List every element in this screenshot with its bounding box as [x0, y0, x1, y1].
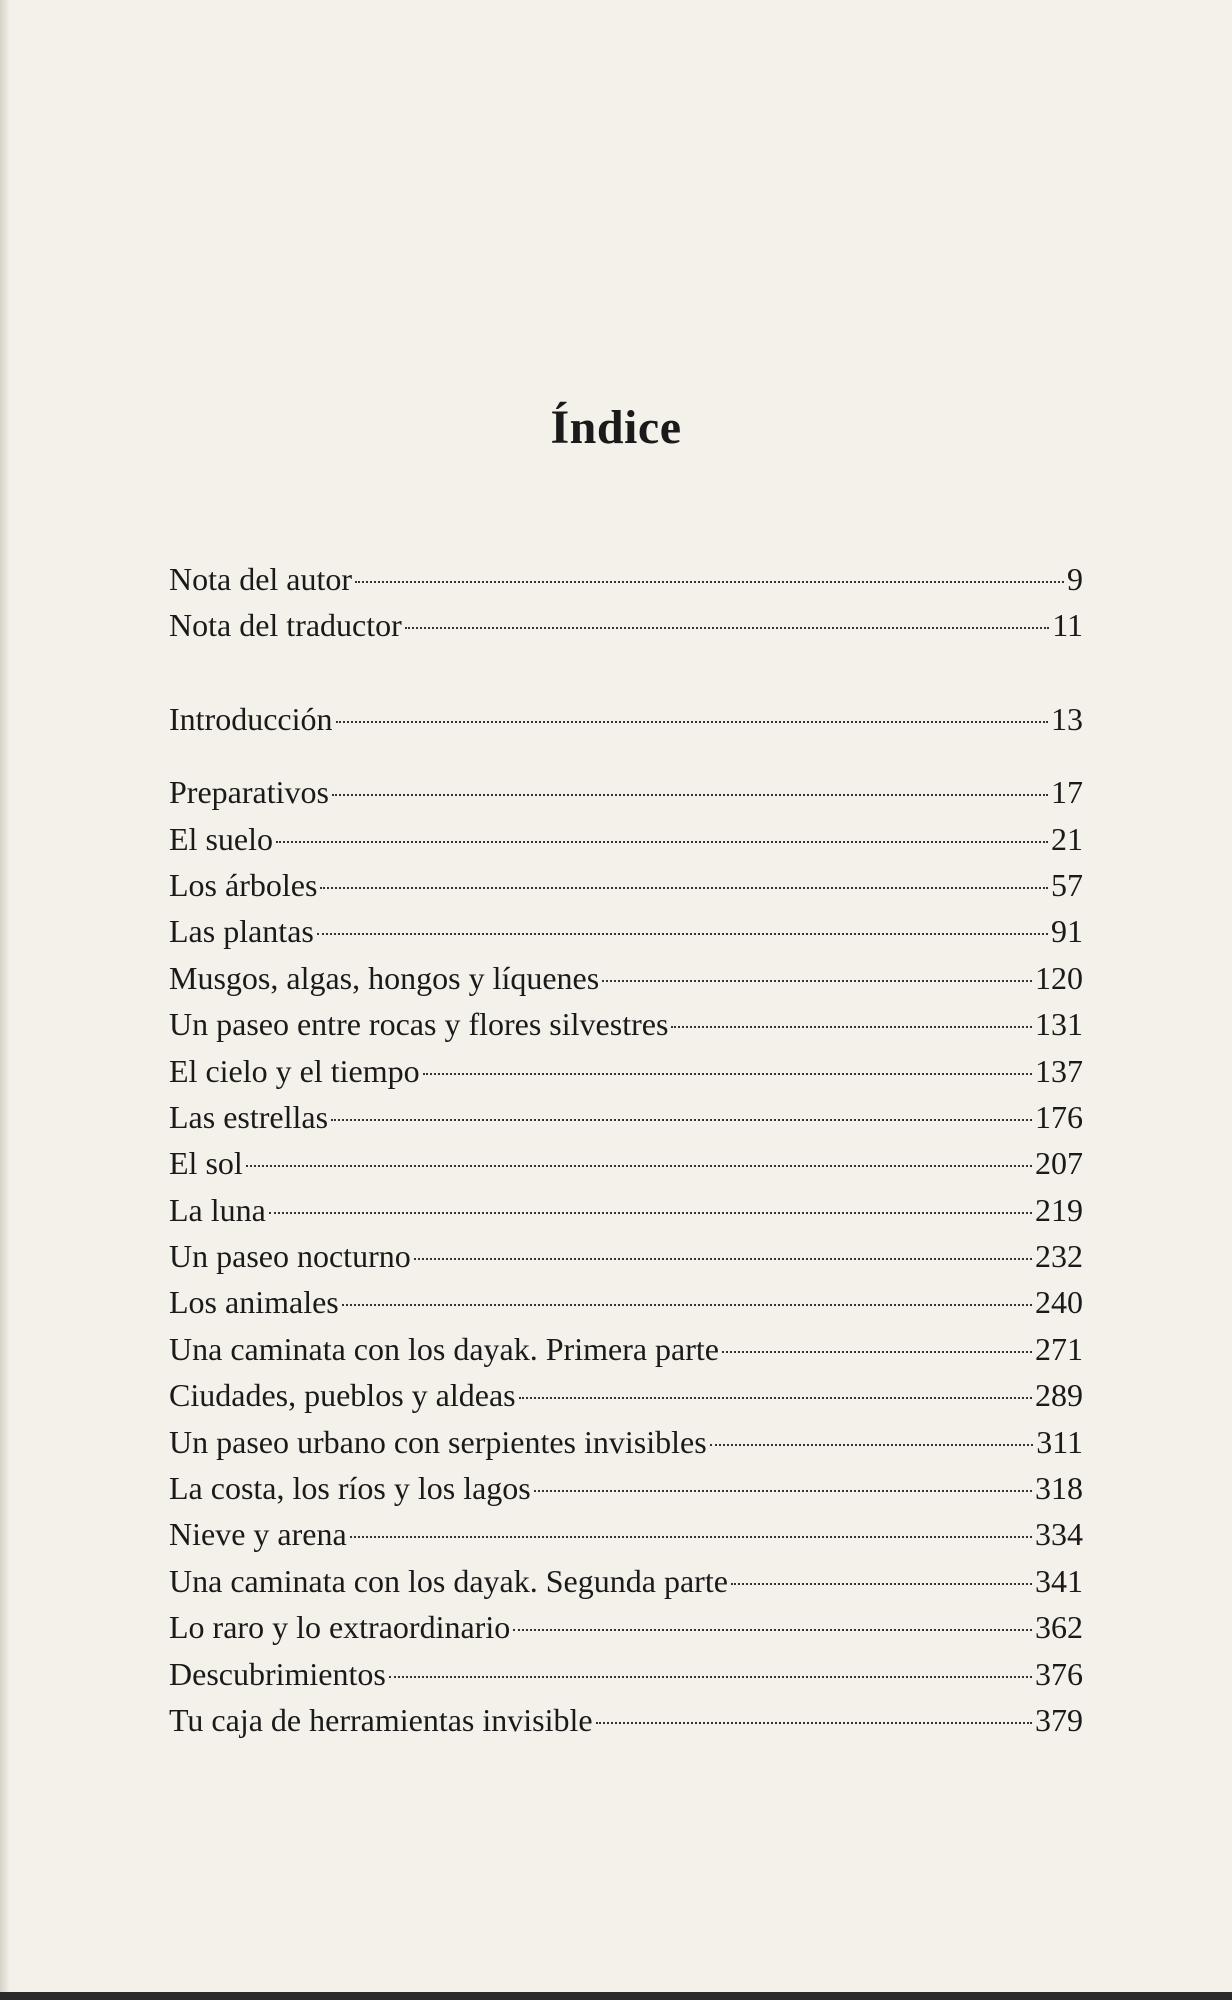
toc-entry-label: El sol: [169, 1145, 243, 1182]
toc-entry: [169, 1465, 1083, 1511]
toc-entry-page: 334: [1035, 1516, 1083, 1553]
toc-entry: [169, 1048, 1083, 1094]
toc-entry-label: Un paseo urbano con serpientes invisibles: [169, 1423, 707, 1460]
page-spine-shadow: [0, 0, 10, 2000]
toc-entry-page: 379: [1035, 1701, 1083, 1738]
toc-leader-dots: [276, 841, 1048, 843]
table-of-contents: [169, 556, 1083, 1743]
toc-entry: [169, 862, 1083, 908]
toc-entry-label: Las estrellas: [169, 1098, 329, 1135]
toc-entry-page: 13: [1051, 700, 1083, 737]
toc-entry: [169, 556, 1083, 602]
toc-entry: [169, 696, 1083, 742]
toc-entry-label: Una caminata con los dayak. Primera parte: [169, 1330, 719, 1367]
toc-leader-dots: [246, 1165, 1032, 1167]
toc-entry: [169, 816, 1083, 862]
toc-leader-dots: [342, 1304, 1032, 1306]
toc-entry-page: 376: [1035, 1655, 1083, 1692]
toc-leader-dots: [350, 1536, 1032, 1538]
toc-entry-page: 289: [1035, 1377, 1083, 1414]
toc-entry-label: Un paseo entre rocas y flores silvestres: [169, 1006, 669, 1043]
toc-entry: [169, 1094, 1083, 1140]
toc-leader-dots: [596, 1722, 1032, 1724]
toc-leader-dots: [534, 1490, 1032, 1492]
toc-entry-label: La luna: [169, 1191, 266, 1228]
toc-entry-page: 341: [1035, 1562, 1083, 1599]
toc-leader-dots: [389, 1676, 1032, 1678]
toc-entry: [169, 1511, 1083, 1557]
toc-entry-label: Nota del autor: [169, 561, 353, 597]
toc-entry-page: 176: [1035, 1098, 1083, 1135]
toc-entry: [169, 602, 1083, 648]
toc-entry: [169, 1279, 1083, 1325]
toc-spacer: [169, 742, 1083, 769]
toc-entry-page: 318: [1035, 1470, 1083, 1507]
toc-entry-label: Descubrimientos: [169, 1655, 386, 1692]
toc-entry: [169, 1001, 1083, 1047]
toc-leader-dots: [355, 581, 1064, 583]
toc-entry: [169, 1140, 1083, 1186]
toc-entry-label: Nota del traductor: [169, 607, 402, 644]
toc-entry: [169, 1558, 1083, 1604]
toc-entry: [169, 1233, 1083, 1279]
toc-entry-page: 271: [1035, 1330, 1083, 1367]
toc-entry-label: El cielo y el tiempo: [169, 1052, 420, 1089]
toc-entry: [169, 1187, 1083, 1233]
toc-entry-page: 57: [1051, 866, 1083, 903]
toc-leader-dots: [320, 887, 1048, 889]
toc-entry-label: Musgos, algas, hongos y líquenes: [169, 959, 600, 996]
toc-entry-page: 232: [1035, 1238, 1083, 1275]
toc-group-front-matter: [169, 556, 1083, 649]
toc-entry: [169, 1419, 1083, 1465]
toc-leader-dots: [405, 627, 1049, 629]
toc-leader-dots: [513, 1629, 1032, 1631]
toc-leader-dots: [671, 1026, 1032, 1028]
toc-leader-dots: [519, 1397, 1032, 1399]
toc-entry-page: 219: [1035, 1191, 1083, 1228]
toc-entry-label: Nieve y arena: [169, 1516, 347, 1553]
toc-entry: [169, 1372, 1083, 1418]
toc-entry: [169, 1326, 1083, 1372]
toc-leader-dots: [269, 1212, 1032, 1214]
toc-entry-page: 137: [1035, 1052, 1083, 1089]
toc-entry-label: La costa, los ríos y los lagos: [169, 1470, 531, 1507]
toc-spacer: [169, 649, 1083, 696]
page-bottom-edge: [0, 1992, 1232, 2000]
toc-leader-dots: [336, 721, 1049, 723]
toc-entry-label: Ciudades, pueblos y aldeas: [169, 1377, 516, 1414]
toc-leader-dots: [317, 933, 1048, 935]
toc-leader-dots: [731, 1583, 1032, 1585]
toc-entry-page: 240: [1035, 1284, 1083, 1321]
toc-entry-page: 207: [1035, 1145, 1083, 1182]
toc-leader-dots: [414, 1258, 1032, 1260]
page-title: Índice: [550, 401, 682, 454]
toc-leader-dots: [710, 1444, 1034, 1446]
toc-entry-page: 120: [1035, 959, 1083, 996]
toc-entry-label: Los árboles: [169, 866, 318, 903]
toc-entry-label: Los animales: [169, 1284, 339, 1321]
toc-entry: [169, 1604, 1083, 1650]
toc-entry-label: El suelo: [169, 820, 273, 857]
toc-entry-label: Una caminata con los dayak. Segunda parte: [169, 1562, 728, 1599]
toc-leader-dots: [602, 980, 1032, 982]
toc-entry: [169, 955, 1083, 1001]
toc-entry-page: 311: [1036, 1423, 1083, 1460]
toc-entry-label: Las plantas: [169, 913, 314, 950]
toc-group-chapters: [169, 769, 1083, 1743]
toc-entry-page: 21: [1051, 820, 1083, 857]
toc-entry: [169, 769, 1083, 815]
toc-entry-label: Tu caja de herramientas invisible: [169, 1701, 593, 1738]
toc-entry: [169, 1697, 1083, 1743]
toc-leader-dots: [722, 1351, 1032, 1353]
toc-entry-page: 131: [1035, 1006, 1083, 1043]
toc-entry-page: 91: [1051, 913, 1083, 950]
toc-entry-label: Introducción: [169, 700, 333, 737]
toc-group-introduction: [169, 696, 1083, 742]
toc-entry: [169, 908, 1083, 954]
toc-entry: [169, 1651, 1083, 1697]
toc-entry-page: 11: [1052, 607, 1083, 644]
toc-entry-label: Lo raro y lo extraordinario: [169, 1609, 511, 1646]
toc-entry-label: Un paseo nocturno: [169, 1238, 411, 1275]
toc-entry-page: 9: [1067, 561, 1083, 597]
toc-entry-label: Preparativos: [169, 774, 329, 811]
toc-entry-page: 362: [1035, 1609, 1083, 1646]
toc-leader-dots: [332, 794, 1048, 796]
toc-leader-dots: [423, 1073, 1032, 1075]
toc-entry-page: 17: [1051, 774, 1083, 811]
toc-leader-dots: [331, 1119, 1032, 1121]
